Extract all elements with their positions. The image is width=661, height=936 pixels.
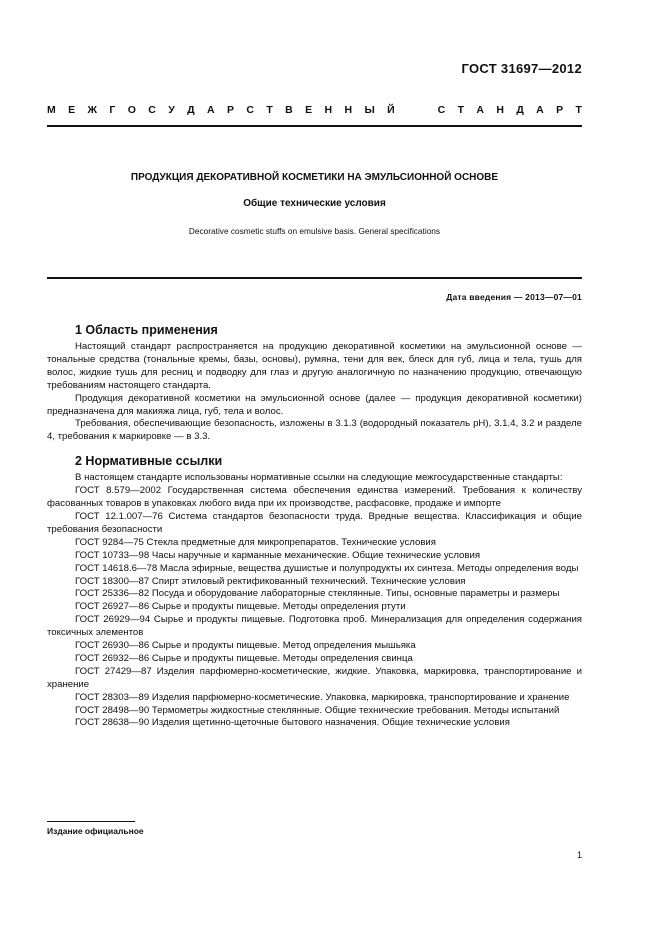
banner-letter: С (148, 104, 156, 116)
banner-letter: Р (226, 104, 234, 116)
body-paragraph: ГОСТ 9284—75 Стекла предметные для микропрепаратов. Технические условия (75, 536, 436, 548)
official-edition-label: Издание официальное (47, 826, 144, 836)
footer-rule (47, 821, 135, 822)
body-paragraph: Требования, обеспечивающие безопасность, изложены в 3.1.3 (водородный показатель pH), 3.1.4, 3.2 и разделе 4, требования к маркировке — в 3.3. (47, 418, 582, 443)
banner-letter: Т (575, 104, 582, 116)
banner-letter: С (246, 104, 254, 116)
document-title: ПРОДУКЦИЯ ДЕКОРАТИВНОЙ КОСМЕТИКИ НА ЭМУЛЬСИОННОЙ ОСНОВЕ (130, 172, 499, 183)
banner-letter: Н (324, 104, 333, 116)
middle-rule (47, 277, 582, 279)
banner-letter: Т (457, 104, 464, 116)
body-paragraph: ГОСТ 10733—98 Часы наручные и карманные механические. Общие технические условия (75, 549, 481, 561)
banner-letter: Е (68, 104, 76, 116)
body-paragraph: ГОСТ 26929—94 Сырье и продукты пищевые. Подготовка проб. Минерализация для определения содержания токсичных элементов (47, 614, 582, 639)
banner-letter: В (285, 104, 293, 116)
banner-letter (407, 104, 410, 116)
body-paragraph: ГОСТ 28303—89 Изделия парфюмерно-косметические. Упаковка, маркировка, транспортирование и хранение (75, 691, 570, 703)
body-paragraph: ГОСТ 8.579—2002 Государственная система обеспечения единства измерений. Требования к количеству фасованных товаров в упаковках любого вида при их производстве, расфасовке, продаже и импорте (47, 485, 582, 510)
banner-letter: А (476, 104, 484, 116)
body-paragraph: В настоящем стандарте использованы нормативные ссылки на следующие межгосударственные стандарты: (75, 472, 563, 484)
banner-letter: Г (109, 104, 116, 116)
banner-letter: Д (516, 104, 524, 116)
banner-letter: Т (266, 104, 273, 116)
body-paragraph: ГОСТ 14618.6—78 Масла эфирные, вещества душистые и полупродукты их синтеза. Методы определения воды (75, 562, 579, 574)
banner-letter: Н (344, 104, 353, 116)
banner-letter: Н (496, 104, 504, 116)
body-paragraph: ГОСТ 25336—82 Посуда и оборудование лабораторные стеклянные. Типы, основные параметры и размеры (75, 588, 560, 600)
body-paragraph: ГОСТ 27429—87 Изделия парфюмерно-косметические, жидкие. Упаковка, маркировка, транспортирование и хранение (47, 665, 582, 690)
document-subtitle: Общие технические условия (243, 198, 386, 209)
banner-letter: Д (187, 104, 195, 116)
banner-letter: Ы (364, 104, 375, 116)
page-number: 1 (576, 850, 582, 860)
banner-letter (422, 104, 425, 116)
interstate-standard-banner (47, 104, 582, 116)
banner-letter: Е (305, 104, 313, 116)
body-paragraph: ГОСТ 18300—87 Спирт этиловый ректификованный технический. Технические условия (75, 575, 466, 587)
banner-letter: У (168, 104, 175, 116)
body-paragraph: Продукция декоративной косметики на эмульсионной основе (далее — продукция декоративной косметики) предназначена для макияжа лица, губ, тела и волос. (47, 392, 582, 417)
document-title-english: Decorative cosmetic stuffs on emulsive basis. General specifications (188, 226, 441, 236)
banner-letter: Р (556, 104, 564, 116)
banner-letter: О (127, 104, 136, 116)
section-heading: 1 Область применения (75, 323, 218, 337)
section-heading: 2 Нормативные ссылки (75, 454, 223, 469)
body-paragraph: ГОСТ 28498—90 Термометры жидкостные стеклянные. Общие технические требования. Методы испытаний (75, 704, 560, 716)
banner-letter: А (207, 104, 215, 116)
body-paragraph: ГОСТ 12.1.007—76 Система стандартов безопасности труда. Вредные вещества. Классификация и общие требования безопасности (47, 510, 582, 535)
banner-letter: Ж (87, 104, 98, 116)
banner-letter: С (437, 104, 446, 116)
top-rule (47, 125, 582, 127)
gost-number: ГОСТ 31697—2012 (461, 61, 582, 76)
banner-letter: М (47, 104, 56, 116)
body-paragraph: ГОСТ 26927—86 Сырье и продукты пищевые. Методы определения ртути (75, 601, 406, 613)
body-paragraph: Настоящий стандарт распространяется на продукцию декоративной косметики на эмульсионной основе — тональные средства (тональные кремы, базы, основы), румяна, тени для век, блеск для губ, лица и тела, тушь для волос, жидкие тушь для ресниц и подводку для глаз и другую аналогичную по назначению продукцию, отвечающую требованиям настоящего стандарта. (47, 341, 582, 391)
body-paragraph: ГОСТ 26932—86 Сырье и продукты пищевые. Методы определения свинца (75, 652, 413, 664)
banner-letter: А (536, 104, 544, 116)
banner-letter: Й (387, 104, 395, 116)
document-body (47, 318, 582, 730)
introduction-date: Дата введения — 2013—07—01 (446, 292, 582, 302)
body-paragraph: ГОСТ 28638—90 Изделия щетинно-щеточные бытового назначения. Общие технические условия (75, 717, 510, 729)
body-paragraph: ГОСТ 26930—86 Сырье и продукты пищевые. Метод определения мышьяка (75, 640, 416, 652)
